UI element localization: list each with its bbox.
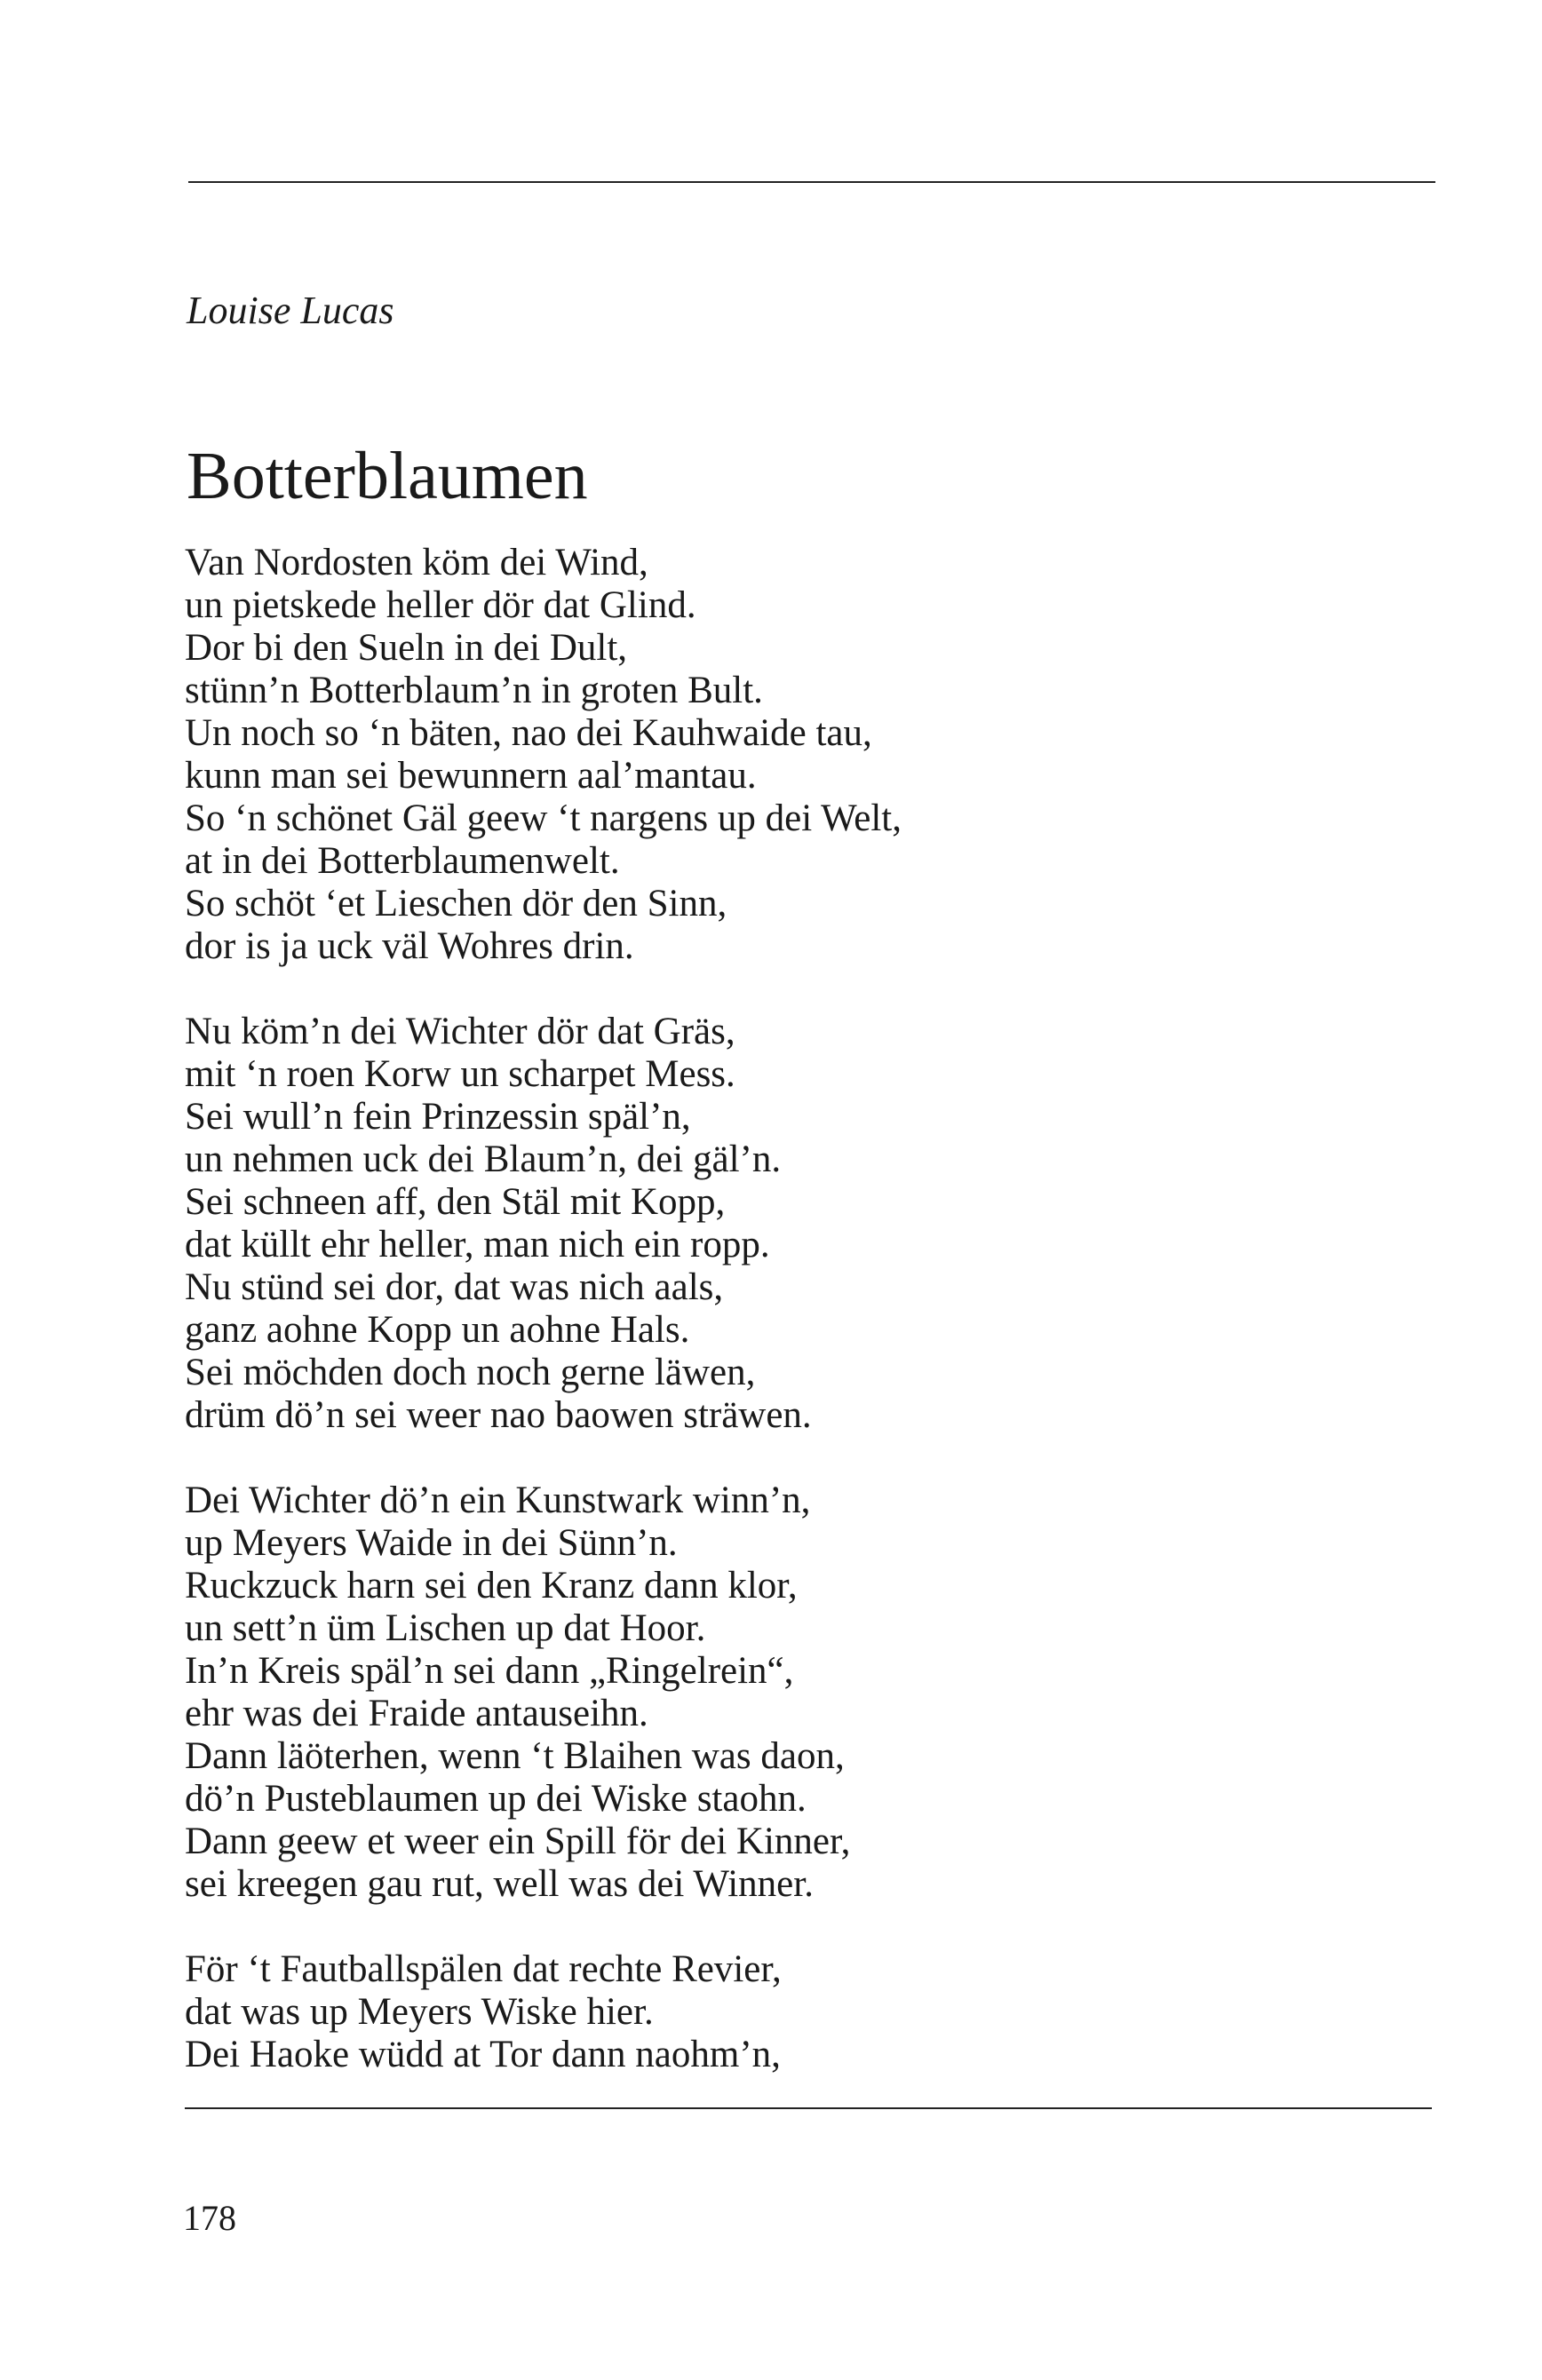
poem-line: dor is ja uck väl Wohres drin. [185, 925, 634, 967]
poem-line: un nehmen uck dei Blaum’n, dei gäl’n. [185, 1138, 782, 1180]
footer-rule [185, 2107, 1432, 2109]
poem-line: up Meyers Waide in dei Sünn’n. [185, 1522, 678, 1564]
poem-line: Nu stünd sei dor, dat was nich aals, [185, 1266, 724, 1308]
poem-line: un sett’n üm Lischen up dat Hoor. [185, 1607, 706, 1649]
poem-line: dö’n Pusteblaumen up dei Wiske staohn. [185, 1778, 807, 1820]
poem-line: Dei Wichter dö’n ein Kunstwark winn’n, [185, 1480, 811, 1521]
poem-line: Dann läöterhen, wenn ‘t Blaihen was daon, [185, 1735, 845, 1777]
poem-body [185, 542, 1411, 2119]
header-rule [188, 181, 1435, 183]
poem-line: at in dei Botterblaumenwelt. [185, 840, 620, 882]
poem-line: ganz aohne Kopp un aohne Hals. [185, 1309, 690, 1351]
poem-line: So ‘n schönet Gäl geew ‘t nargens up dei Welt, [185, 797, 902, 839]
stanza-2 [185, 1011, 1411, 1437]
poem-line: un pietskede heller dör dat Glind. [185, 584, 696, 626]
stanza-4 [185, 1948, 1411, 2076]
poem-line: Dei Haoke wüdd at Tor dann naohm’n, [185, 2034, 781, 2075]
poem-line: dat was up Meyers Wiske hier. [185, 1991, 654, 2033]
poem-line: In’n Kreis späl’n sei dann „Ringelrein“, [185, 1650, 794, 1692]
page-number: 178 [183, 2198, 236, 2238]
poem-line: Nu köm’n dei Wichter dör dat Gräs, [185, 1011, 735, 1052]
poem-title: Botterblaumen [187, 439, 588, 513]
poem-line: Sei schneen aff, den Stäl mit Kopp, [185, 1181, 726, 1223]
poem-line: Sei wull’n fein Prinzessin späl’n, [185, 1096, 691, 1138]
poem-line: So schöt ‘et Lieschen dör den Sinn, [185, 883, 727, 924]
poem-line: mit ‘n roen Korw un scharpet Mess. [185, 1053, 735, 1095]
poem-line: Van Nordosten köm dei Wind, [185, 542, 648, 583]
stanza-3 [185, 1480, 1411, 1906]
poem-line: sei kreegen gau rut, well was dei Winner. [185, 1863, 814, 1905]
poem-line: Sei möchden doch noch gerne läwen, [185, 1352, 756, 1393]
poem-line: kunn man sei bewunnern aal’mantau. [185, 755, 757, 797]
poem-line: Dor bi den Sueln in dei Dult, [185, 627, 628, 669]
poem-line: stünn’n Botterblaum’n in groten Bult. [185, 670, 763, 711]
poem-line: Dann geew et weer ein Spill för dei Kinner, [185, 1821, 851, 1862]
author-name: Louise Lucas [187, 289, 394, 332]
stanza-1 [185, 542, 1411, 968]
poem-line: För ‘t Fautballspälen dat rechte Revier, [185, 1948, 782, 1990]
poem-line: Ruckzuck harn sei den Kranz dann klor, [185, 1565, 798, 1606]
poem-line: Un noch so ‘n bäten, nao dei Kauhwaide tau, [185, 712, 872, 754]
poem-line: dat küllt ehr heller, man nich ein ropp. [185, 1224, 770, 1265]
poem-line: ehr was dei Fraide antauseihn. [185, 1693, 648, 1734]
poem-line: drüm dö’n sei weer nao baowen sträwen. [185, 1394, 812, 1436]
